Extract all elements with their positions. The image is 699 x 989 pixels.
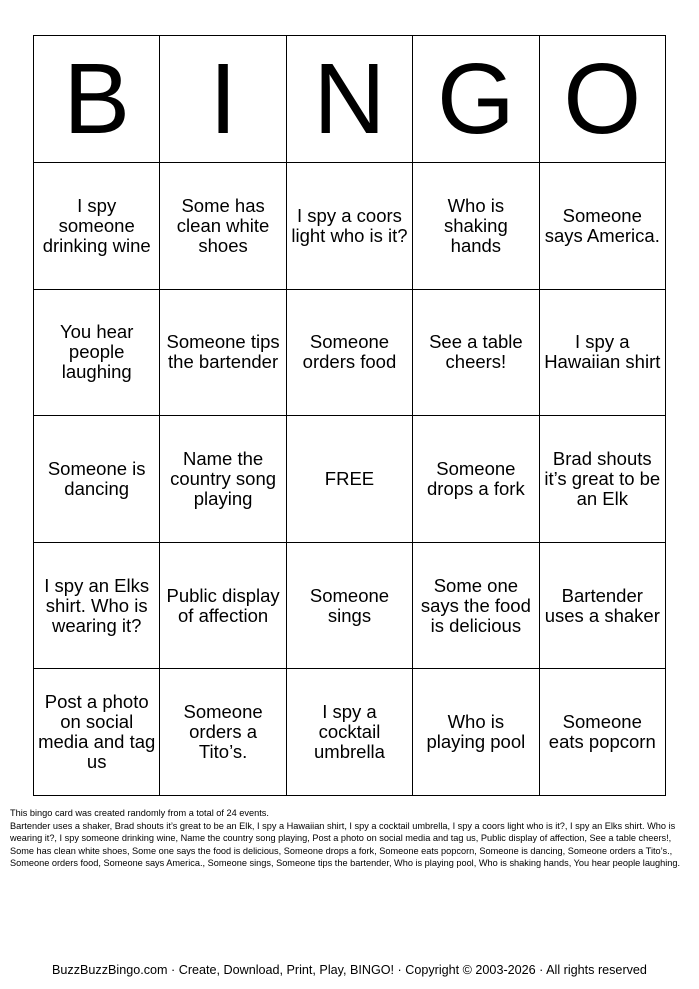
bingo-cell: Someone is dancing bbox=[34, 416, 160, 543]
bingo-cell: Public display of affection bbox=[160, 542, 286, 669]
card-info bbox=[10, 807, 690, 870]
header-letter-n: N bbox=[286, 36, 412, 163]
card-info-event-list: Bartender uses a shaker, Brad shouts it’s great to be an Elk, I spy a Hawaiian shirt, I spy a cocktail umbrella, I spy a coors light who is it?, I spy an Elks shirt. Who is wearing it?, I spy someone drinking wine, Name the country song playing, Post a photo on social media and tag us, Public display of affection, See a table cheers!, Some has clean white shoes, Some one says the food is delicious, Someone drops a fork, Someone eats popcorn, Someone is dancing, Someone orders a Tito’s., Someone orders food, Someone says America., Someone sings, Someone tips the bartender, Who is playing pool, Who is shaking hands, You hear people laughing. bbox=[10, 820, 681, 869]
bingo-cell: Who is playing pool bbox=[413, 669, 539, 796]
header-letter-o: O bbox=[539, 36, 665, 163]
bingo-row bbox=[34, 669, 666, 796]
bingo-cell: Someone says America. bbox=[539, 163, 665, 290]
header-letter-g: G bbox=[413, 36, 539, 163]
bingo-row bbox=[34, 416, 666, 543]
bingo-card bbox=[33, 35, 666, 796]
bingo-cell: Who is shaking hands bbox=[413, 163, 539, 290]
bingo-cell: I spy someone drinking wine bbox=[34, 163, 160, 290]
bingo-cell: Someone tips the bartender bbox=[160, 289, 286, 416]
bingo-cell: Some one says the food is delicious bbox=[413, 542, 539, 669]
bingo-cell: Someone orders food bbox=[286, 289, 412, 416]
bingo-cell: Someone eats popcorn bbox=[539, 669, 665, 796]
bingo-cell: Someone orders a Tito’s. bbox=[160, 669, 286, 796]
free-space-cell: FREE bbox=[286, 416, 412, 543]
bingo-cell: Someone drops a fork bbox=[413, 416, 539, 543]
bingo-cell: I spy a Hawaiian shirt bbox=[539, 289, 665, 416]
bingo-cell: Someone sings bbox=[286, 542, 412, 669]
bingo-cell: Brad shouts it’s great to be an Elk bbox=[539, 416, 665, 543]
bingo-cell: I spy a coors light who is it? bbox=[286, 163, 412, 290]
bingo-header-row bbox=[34, 36, 666, 163]
bingo-cell: Name the country song playing bbox=[160, 416, 286, 543]
bingo-row bbox=[34, 289, 666, 416]
header-letter-i: I bbox=[160, 36, 286, 163]
bingo-cell: You hear people laughing bbox=[34, 289, 160, 416]
bingo-cell: Bartender uses a shaker bbox=[539, 542, 665, 669]
bingo-cell: I spy a cocktail umbrella bbox=[286, 669, 412, 796]
card-info-summary: This bingo card was created randomly from a total of 24 events. bbox=[10, 808, 269, 818]
bingo-cell: I spy an Elks shirt. Who is wearing it? bbox=[34, 542, 160, 669]
bingo-row bbox=[34, 163, 666, 290]
bingo-row bbox=[34, 542, 666, 669]
bingo-cell: Post a photo on social media and tag us bbox=[34, 669, 160, 796]
bingo-cell: See a table cheers! bbox=[413, 289, 539, 416]
footer-copyright: BuzzBuzzBingo.com · Create, Download, Print, Play, BINGO! · Copyright © 2003-2026 · All rights reserved bbox=[52, 963, 647, 977]
header-letter-b: B bbox=[34, 36, 160, 163]
bingo-cell: Some has clean white shoes bbox=[160, 163, 286, 290]
